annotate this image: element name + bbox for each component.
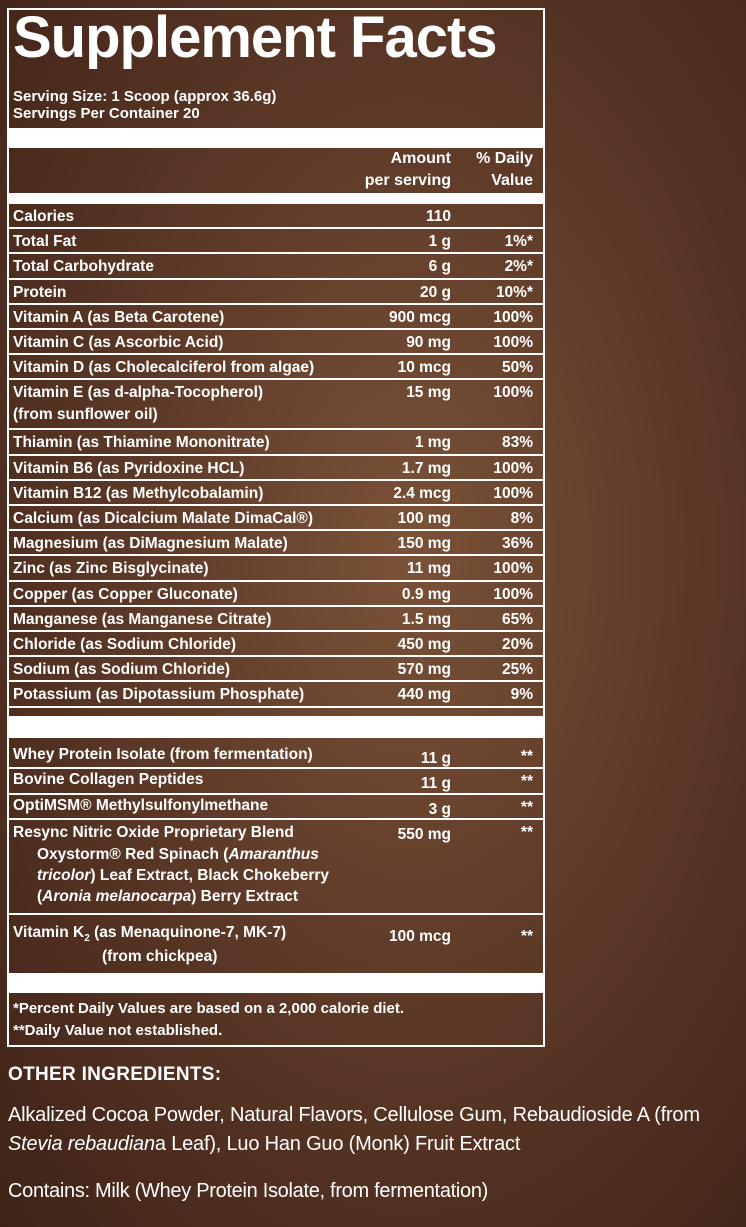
nutrient-amount: 1.7 mg: [401, 459, 451, 477]
nutrient-name: Protein: [13, 283, 67, 301]
nutrient-name: Vitamin $K_2$ (as Menaquinone-7, MK-7): [13, 924, 287, 945]
nutrient-amount: 6 g: [428, 258, 451, 276]
nutrient-name: Calcium (as Dicalcium Malate DimaCal®): [13, 510, 313, 527]
nutrient-name: Resync Nitric Oxide Proprietary Blend: [13, 824, 294, 841]
table-row: [9, 355, 543, 380]
nutrient-name: Vitamin C (as Ascorbic Acid): [13, 334, 224, 351]
nutrient-dv: 10%*: [495, 283, 533, 301]
table-row: [9, 531, 543, 556]
nutrient-amount: 2.4 mcg: [393, 484, 451, 502]
table-row: [9, 254, 543, 279]
nutrient-dv: **: [520, 798, 533, 816]
table-row: [9, 456, 543, 481]
nutrient-amount: 11 mg: [407, 560, 451, 578]
nutrient-dv: **: [520, 748, 533, 765]
table-row: [9, 682, 543, 707]
nutrient-name: Sodium (as Sodium Chloride): [13, 661, 231, 679]
nutrient-name: Total Carbohydrate: [13, 258, 154, 276]
table-row: [9, 795, 543, 820]
nutrient-name: Vitamin D (as Cholecalciferol from algae): [13, 359, 315, 377]
nutrient-dv: 1%*: [504, 233, 533, 251]
nutrient-dv: 100%: [493, 484, 533, 502]
table-row: [9, 657, 543, 682]
servings-per-container: Servings Per Container 20: [13, 105, 200, 122]
nutrient-amount: 100 mcg: [388, 928, 451, 945]
blend-ingredients: Oxystorm® Red Spinach (Amaranthus tricolor) Leaf Extract, Black Chokeberry (Aronia melanocarpa) Berry Extract: [37, 846, 330, 905]
nutrient-dv: 100%: [493, 308, 533, 326]
nutrient-source: (from sunflower oil): [13, 406, 158, 424]
table-row: [9, 204, 543, 229]
nutrient-name: Vitamin A (as Beta Carotene): [13, 308, 225, 326]
nutrient-dv: **: [520, 928, 533, 945]
supplement-facts-panel: [7, 5, 545, 1047]
nutrient-amount: 1 g: [428, 233, 451, 251]
nutrient-name: Vitamin B12 (as Methylcobalamin): [13, 484, 264, 502]
table-row: [9, 607, 543, 632]
amount-header: Amount per serving: [364, 150, 451, 189]
nutrient-name: OptiMSM® Methylsulfonylmethane: [13, 796, 269, 814]
nutrient-dv: 100%: [493, 459, 533, 477]
footnote-dv: *Percent Daily Values are based on a 2,000 calorie diet.: [13, 1000, 405, 1017]
nutrient-name: Total Fat: [13, 233, 77, 251]
nutrient-name: Thiamin (as Thiamine Mononitrate): [13, 434, 270, 452]
nutrient-dv: 50%: [501, 359, 533, 377]
thick-divider: [9, 193, 543, 204]
nutrient-dv: 20%: [501, 636, 533, 653]
other-ingredients-text: Alkalized Cocoa Powder, Natural Flavors, Cellulose Gum, Rebaudioside A (from Stevia rebaudiana Leaf), Luo Han Guo (Monk) Fruit Extract: [8, 1104, 700, 1155]
nutrient-amount: 900 mcg: [388, 308, 451, 326]
nutrient-name: Bovine Collagen Peptides: [13, 771, 204, 789]
nutrient-dv: 2%*: [504, 258, 533, 276]
nutrient-name: Chloride (as Sodium Chloride): [13, 636, 237, 653]
nutrient-amount: 11 g: [420, 750, 451, 767]
nutrient-amount: 1.5 mg: [401, 610, 451, 628]
table-row: [9, 632, 543, 657]
table-row: [9, 556, 543, 581]
nutrient-dv: 100%: [493, 585, 533, 603]
table-row: [9, 582, 543, 607]
nutrient-dv: **: [520, 773, 533, 791]
nutrient-name: Manganese (as Manganese Citrate): [13, 610, 272, 628]
nutrient-dv: 25%: [501, 661, 533, 679]
table-row: [9, 229, 543, 254]
nutrient-name: Magnesium (as DiMagnesium Malate): [13, 535, 288, 553]
nutrient-source: (from chickpea): [102, 948, 218, 965]
nutrient-amount: 90 mg: [406, 334, 451, 351]
table-row: [9, 744, 543, 769]
dv-header: % Daily Value: [476, 150, 533, 189]
serving-size: Serving Size: 1 Scoop (approx 36.6g): [13, 88, 277, 105]
table-row: [9, 915, 543, 975]
nutrient-dv: **: [520, 824, 533, 841]
table-row: [9, 481, 543, 506]
nutrient-dv: 100%: [493, 384, 533, 402]
nutrient-dv: 100%: [493, 334, 533, 351]
nutrient-name: Whey Protein Isolate (from fermentation): [13, 746, 313, 763]
table-row: [9, 330, 543, 355]
table-row: [9, 380, 543, 430]
nutrient-amount: 440 mg: [397, 686, 451, 704]
nutrient-amount: 0.9 mg: [401, 585, 451, 603]
nutrient-name: Copper (as Copper Gluconate): [13, 585, 238, 603]
table-row: [9, 820, 543, 915]
table-row: [9, 769, 543, 794]
nutrient-dv: 65%: [501, 610, 533, 628]
nutrient-amount: 15 mg: [406, 384, 451, 402]
nutrient-amount: 110: [425, 208, 451, 225]
footnote-not-established: **Daily Value not established.: [13, 1022, 223, 1039]
nutrient-dv: 83%: [501, 434, 533, 452]
nutrient-amount: 10 mcg: [397, 359, 451, 377]
nutrient-dv: 9%: [510, 686, 533, 704]
nutrient-dv: 100%: [493, 560, 533, 578]
nutrient-amount: 11 g: [420, 775, 451, 793]
thick-divider: [9, 128, 543, 148]
panel-title: Supplement Facts: [13, 5, 497, 70]
nutrient-name: Calories: [13, 208, 75, 225]
nutrient-name: Zinc (as Zinc Bisglycinate): [13, 560, 209, 578]
nutrient-amount: 1 mg: [414, 434, 451, 452]
thick-divider: [9, 716, 543, 738]
nutrient-amount: 150 mg: [397, 535, 451, 553]
nutrient-name: Vitamin B6 (as Pyridoxine HCL): [13, 459, 245, 477]
other-ingredients-title: OTHER INGREDIENTS:: [8, 1064, 222, 1085]
allergen-statement: Contains: Milk (Whey Protein Isolate, from fermentation): [8, 1180, 489, 1202]
nutrient-amount: 20 g: [419, 283, 451, 301]
thick-divider: [9, 975, 543, 993]
nutrient-dv: 8%: [510, 510, 533, 527]
nutrient-amount: 450 mg: [397, 636, 451, 653]
nutrient-name: Potassium (as Dipotassium Phosphate): [13, 686, 305, 704]
nutrient-amount: 570 mg: [397, 661, 451, 679]
nutrient-name: Vitamin E (as d-alpha-Tocopherol): [13, 384, 264, 402]
table-row: [9, 430, 543, 455]
nutrient-amount: 100 mg: [397, 510, 451, 527]
nutrient-amount: 3 g: [428, 800, 451, 818]
table-row: [9, 506, 543, 531]
nutrient-amount: 550 mg: [397, 826, 451, 843]
nutrient-dv: 36%: [501, 535, 533, 553]
table-row: [9, 305, 543, 330]
table-row: [9, 280, 543, 305]
